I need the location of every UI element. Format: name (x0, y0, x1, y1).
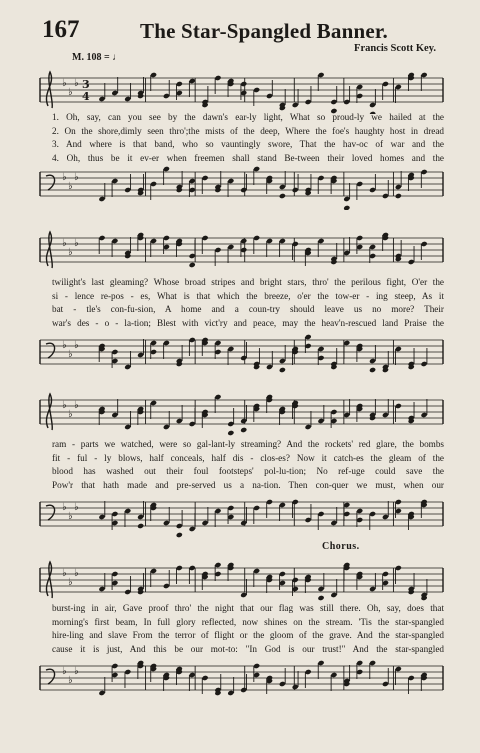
lyric-line: ram - parts we watched, were so gal-lant-ly streaming? And the rockets' red glare, the bombs (52, 439, 444, 449)
lyric-line: burst-ing in air, Gave proof thro' the night that our flag was still there. Oh, say, does that (52, 603, 444, 613)
treble-staff-2 (0, 222, 480, 274)
svg-text:♭: ♭ (74, 238, 79, 249)
lyric-line: fit - ful - ly blows, half conceals, half dis - clos-es? Now it catch-es the gleam of the (52, 452, 444, 463)
svg-text:♭: ♭ (68, 247, 73, 258)
lyric-line: 3. And where is that band, who so vauntingly swore, That the hav-oc of war and the (52, 139, 444, 149)
lyric-line: si - lence re-pos - es, What is that which the breeze, o'er the tow-er - ing steep, As it (52, 290, 444, 301)
svg-text:♭: ♭ (68, 349, 73, 360)
svg-text:♭: ♭ (74, 78, 79, 89)
hymn-title: The Star-Spangled Banner. (140, 19, 388, 43)
treble-staff-1 (0, 62, 480, 114)
svg-text:♭: ♭ (68, 577, 73, 588)
lyric-line: hire-ling and slave From the terror of flight or the gloom of the grave. And the star-spangled (52, 630, 444, 640)
lyric-line: 2. On the shore,dimly seen thro';the mists of the deep, Where the foe's haughty host in dread (52, 125, 444, 136)
lyric-line: blood has washed out their foul footsteps' pol-lu-tion; No ref-uge could save the (52, 466, 444, 476)
svg-text:♭: ♭ (68, 409, 73, 420)
svg-text:♭: ♭ (74, 340, 79, 351)
lyrics-block-1 (52, 111, 444, 165)
lyric-line: 1. Oh, say, can you see by the dawn's ear-ly light, What so proud-ly we hailed at the (52, 112, 444, 122)
svg-text:♭: ♭ (74, 400, 79, 411)
svg-text:♭: ♭ (68, 87, 73, 98)
tempo-marking: M. 108 = ♩ (72, 52, 123, 63)
lyric-line: twilight's last gleaming? Whose broad stripes and bright stars, thro' the perilous fight, O'er the (52, 277, 444, 287)
svg-text:♭: ♭ (62, 666, 67, 677)
treble-staff-4 (0, 552, 480, 604)
svg-text:♭: ♭ (74, 172, 79, 183)
svg-text:♭: ♭ (74, 666, 79, 677)
bass-staff-1 (0, 162, 480, 210)
treble-staff-3 (0, 384, 480, 436)
page-number: 167 (42, 16, 80, 43)
lyric-line: Pow'r that hath made and pre-served us a na-tion. Then con-quer we must, when our (52, 479, 444, 490)
svg-text:♭: ♭ (68, 181, 73, 192)
svg-text:♭: ♭ (68, 675, 73, 686)
svg-text:♭: ♭ (62, 172, 67, 183)
svg-text:♭: ♭ (62, 502, 67, 513)
lyrics-block-3 (52, 438, 444, 492)
lyrics-block-2 (52, 276, 444, 330)
svg-text:♭: ♭ (68, 511, 73, 522)
svg-text:♭: ♭ (62, 400, 67, 411)
svg-text:♭: ♭ (62, 340, 67, 351)
bass-staff-3 (0, 492, 480, 540)
bass-staff-4 (0, 656, 480, 704)
lyric-line: bat - tle's con-fu-sion, A home and a coun-try should leave us no more? Their (52, 304, 444, 314)
svg-text:♭: ♭ (74, 502, 79, 513)
composer-credit: Francis Scott Key. (354, 43, 436, 54)
svg-text:♭: ♭ (62, 568, 67, 579)
svg-text:♭: ♭ (74, 568, 79, 579)
lyric-line: cause it is just, And this be our mot-to: "In God is our trust!" And the star-spangled (52, 643, 444, 654)
lyrics-block-4 (52, 602, 444, 656)
lyric-line: 4. Oh, thus be it ev-er when freemen shall stand Be-tween their loved homes and the (52, 152, 444, 163)
lyric-line: morning's first beam, In full glory reflected, now shines on the stream. 'Tis the star-spangled (52, 616, 444, 627)
svg-text:3: 3 (82, 78, 90, 91)
svg-text:4: 4 (82, 90, 90, 103)
bass-staff-2 (0, 330, 480, 378)
chorus-label: Chorus. (322, 541, 360, 552)
svg-text:♭: ♭ (62, 78, 67, 89)
lyric-line: war's des - o - la-tion; Blest with vict'ry and peace, may the heav'n-rescued land Praise the (52, 317, 444, 328)
svg-text:♭: ♭ (62, 238, 67, 249)
